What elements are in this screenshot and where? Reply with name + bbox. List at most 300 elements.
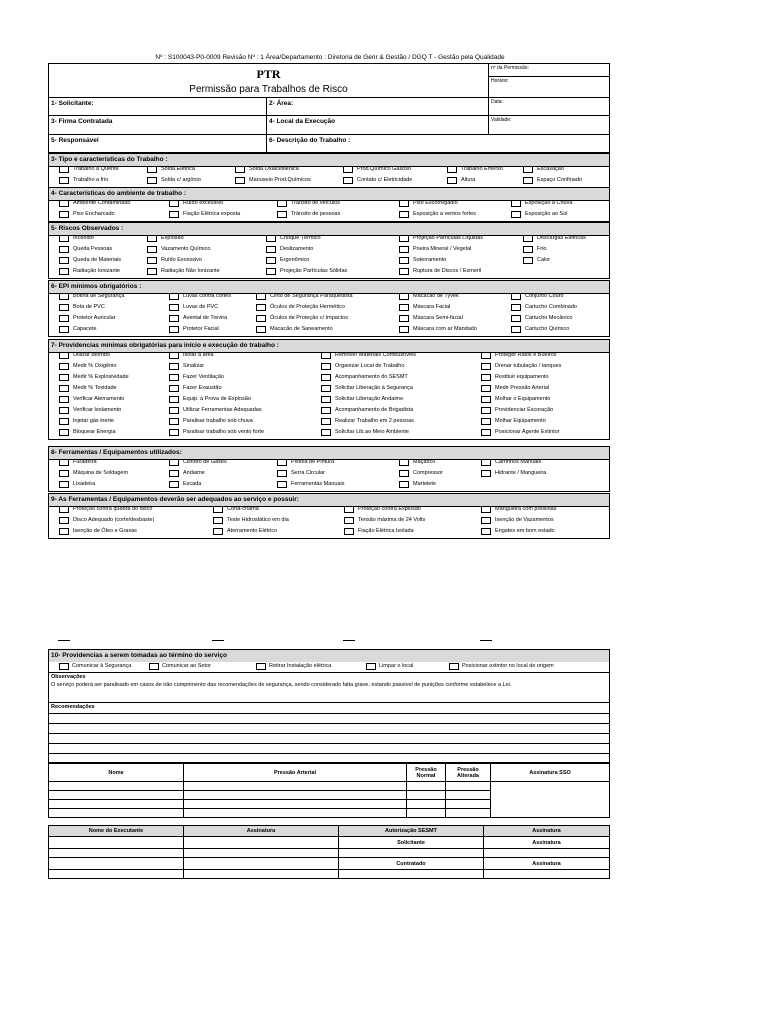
checkbox[interactable]	[511, 304, 521, 311]
checkbox[interactable]	[277, 200, 287, 207]
section-6-title: 6- EPI mínimos obrigatórios :	[49, 280, 609, 294]
checkbox[interactable]	[481, 385, 491, 392]
checkbox[interactable]	[321, 363, 331, 370]
checkbox-label: Ergonômico	[280, 257, 310, 263]
checkbox[interactable]	[59, 407, 69, 414]
checkbox-label: Remover Materiais Combustíveis	[335, 352, 416, 358]
checkbox[interactable]	[256, 293, 266, 300]
checkbox-label: Solda Oxiacetilênica	[249, 166, 299, 172]
checkbox-label: Retirar Instalação elétrica	[269, 663, 332, 669]
checkbox-label: Restituir equipamento	[495, 374, 549, 380]
checkbox[interactable]	[59, 235, 69, 242]
checkbox[interactable]	[266, 257, 276, 264]
checkbox[interactable]	[511, 326, 521, 333]
table-cell[interactable]	[491, 782, 610, 818]
checkbox[interactable]	[447, 177, 457, 184]
checkbox-label: Poeira Mineral / Vegetal	[413, 246, 472, 252]
signature-label: Assinatura	[484, 837, 610, 849]
table-cell[interactable]	[49, 800, 184, 809]
checkbox[interactable]	[399, 211, 409, 218]
table-cell[interactable]	[49, 849, 184, 858]
checkbox[interactable]	[266, 235, 276, 242]
section-5-title: 5- Riscos Observados :	[49, 222, 609, 236]
checkbox[interactable]	[481, 459, 491, 466]
checkbox-label: Mangueira com presilhas	[495, 506, 557, 512]
table-cell[interactable]	[49, 809, 184, 818]
table-cell[interactable]	[184, 849, 339, 858]
checkbox[interactable]	[169, 385, 179, 392]
checkbox-label: Organizar Local de Trabalho	[335, 363, 405, 369]
table-cell[interactable]	[407, 782, 446, 791]
validity-field[interactable]: Validade:	[489, 116, 609, 135]
checkbox[interactable]	[511, 211, 521, 218]
checkbox-label: Proteger Ralos e Bueiros	[495, 352, 557, 358]
checkbox-label: Solicitar Lib.ao Meio Ambiente	[335, 429, 409, 435]
checkbox-label: Solda c/ argônio	[161, 177, 201, 183]
section-9-title: 9- As Ferramentas / Equipamentos deverão ser adequados ao serviço e possuir:	[49, 493, 609, 507]
checkbox-label: Medir % Toxidade	[73, 385, 117, 391]
col-sesmt-authorization: Autorização SESMT	[339, 826, 484, 837]
checkbox[interactable]	[344, 517, 354, 524]
checkbox-label: Descargas Elétricas	[537, 235, 586, 241]
checkbox[interactable]	[256, 326, 266, 333]
checkbox[interactable]	[169, 352, 179, 359]
checkbox-label: Cartucho Combinado	[525, 304, 577, 310]
checkbox[interactable]	[277, 470, 287, 477]
checkbox[interactable]	[344, 506, 354, 513]
checkbox-label: Protetor Auricular	[73, 315, 116, 321]
checkbox[interactable]	[59, 470, 69, 477]
checkbox-label: Teste Hidrostático em dia	[227, 517, 289, 523]
checkbox-label: Proteção contra Explosão	[358, 506, 421, 512]
checkbox[interactable]	[59, 315, 69, 322]
col-name: Nome	[49, 764, 184, 782]
checkbox-label: Radiação Não Ionizante	[161, 268, 220, 274]
checkbox-label: Capacete	[73, 326, 97, 332]
checkbox-label: Luvas de PVC	[183, 304, 219, 310]
col-executor-name: Nome do Executante	[49, 826, 184, 837]
checkbox-label: Vazamento Químico	[161, 246, 211, 252]
checkbox[interactable]	[449, 663, 459, 670]
checkbox-label: Posicionar extintor no local de origem	[462, 663, 554, 669]
section-3	[48, 153, 610, 188]
checkbox[interactable]	[59, 396, 69, 403]
checkbox-label: Cartucho Mecânico	[525, 315, 573, 321]
checkbox[interactable]	[399, 293, 409, 300]
checkbox[interactable]	[511, 293, 521, 300]
checkbox[interactable]	[399, 315, 409, 322]
table-cell[interactable]	[407, 809, 446, 818]
checkbox[interactable]	[321, 385, 331, 392]
checkbox-label: Comunicar ao Setor	[162, 663, 211, 669]
table-cell[interactable]	[184, 809, 407, 818]
checkbox[interactable]	[481, 470, 491, 477]
checkbox[interactable]	[523, 246, 533, 253]
checkbox[interactable]	[169, 200, 179, 207]
checkbox[interactable]	[399, 470, 409, 477]
table-cell[interactable]	[49, 782, 184, 791]
checkbox[interactable]	[481, 374, 491, 381]
checkbox-label: Manuseio Prod.Químicos	[249, 177, 311, 183]
checkbox[interactable]	[399, 481, 409, 488]
table-cell[interactable]	[184, 791, 407, 800]
checkbox-label: Máscara Facial	[413, 304, 451, 310]
checkbox-label: Realizar Trabalho em 2 pessoas	[335, 418, 414, 424]
checkbox-label: Avental de Trevira	[183, 315, 228, 321]
checkbox[interactable]	[169, 459, 179, 466]
checkbox-label: Corta-chama	[227, 506, 259, 512]
checkbox[interactable]	[277, 481, 287, 488]
checkbox[interactable]	[399, 246, 409, 253]
checkbox-label: Utilizar Biombo	[73, 352, 110, 358]
checkbox[interactable]	[344, 528, 354, 535]
checkbox-label: Isenção de Óleo e Graxas	[73, 528, 137, 534]
checkbox-label: Fiação Elétrica Isolada	[358, 528, 414, 534]
table-cell[interactable]	[184, 800, 407, 809]
checkbox[interactable]	[366, 663, 376, 670]
checkbox[interactable]	[147, 166, 157, 173]
checkbox[interactable]	[399, 268, 409, 275]
checkbox[interactable]	[59, 506, 69, 513]
checkbox-label: Soterramento	[413, 257, 447, 263]
checkbox-label: Óculos de Proteção Hermético	[270, 304, 345, 310]
checkbox-label: Radiação Ionizante	[73, 268, 121, 274]
checkbox-label: Queda de Materiais	[73, 257, 121, 263]
checkbox[interactable]	[169, 326, 179, 333]
separator-dash	[480, 640, 492, 641]
checkbox[interactable]	[169, 315, 179, 322]
checkbox[interactable]	[59, 177, 69, 184]
document-header: Nº : S100043-P0-0009 Revisão Nº : 1 Área/Departamento : Diretoria de Gerir & Gestão / DGQ T - Gestão pela Qualidade	[155, 54, 505, 61]
checkbox-label: Trabalho a frio	[73, 177, 109, 183]
table-cell[interactable]	[446, 800, 491, 809]
checkbox-label: Calor	[537, 257, 551, 263]
checkbox-label: Cilindro de Gases	[183, 459, 227, 465]
checkbox[interactable]	[59, 293, 69, 300]
table-cell[interactable]	[184, 837, 339, 849]
checkbox[interactable]	[169, 407, 179, 414]
checkbox[interactable]	[447, 166, 457, 173]
separator-dash	[212, 640, 224, 641]
checkbox[interactable]	[481, 396, 491, 403]
checkbox-label: Solicitar Liberação Andaime	[335, 396, 404, 402]
checkbox-label: Exposição ao Sol	[525, 211, 568, 217]
table-cell[interactable]	[407, 800, 446, 809]
col-blood-pressure: Pressão Arterial	[184, 764, 407, 782]
checkbox-label: Limpar o local	[379, 663, 414, 669]
checkbox-label: Máscara Semi-facial	[413, 315, 463, 321]
checkbox-label: Tensão máxima de 24 Volts	[358, 517, 426, 523]
checkbox-label: Altura	[461, 177, 476, 183]
checkbox-label: Sinalizar	[183, 363, 205, 369]
checkbox-label: Exposição a ventos fortes	[413, 211, 476, 217]
checkbox-label: Fazer Ventilação	[183, 374, 224, 380]
section-10-title: 10- Providencias a serem tomadas ao término do serviço	[49, 650, 609, 662]
checkbox-label: Ruído excessivo	[183, 200, 224, 206]
checkbox[interactable]	[321, 374, 331, 381]
checkbox-label: Máscara com ar Mandado	[413, 326, 477, 332]
col-sso-signature: Assinatura SSO	[491, 764, 610, 782]
checkbox-label: Medir % Explosividade	[73, 374, 129, 380]
schedule-field[interactable]: Horário:	[489, 77, 609, 98]
checkbox-label: Fiação Elétrica exposta	[183, 211, 241, 217]
checkbox[interactable]	[59, 326, 69, 333]
separator-dash	[343, 640, 355, 641]
checkbox[interactable]	[147, 268, 157, 275]
checkbox[interactable]	[59, 200, 69, 207]
checkbox[interactable]	[213, 528, 223, 535]
form-subtitle: Permissão para Trabalhos de Risco	[189, 84, 348, 95]
checkbox[interactable]	[169, 211, 179, 218]
checkbox-label: Molhar Equipamento	[495, 418, 546, 424]
table-cell[interactable]	[49, 870, 184, 879]
checkbox[interactable]	[511, 200, 521, 207]
checkbox[interactable]	[321, 396, 331, 403]
checkbox-label: Isenção de Vazamentos	[495, 517, 554, 523]
checkbox-label: Incêndio	[73, 235, 94, 241]
checkbox[interactable]	[169, 374, 179, 381]
col-signature: Assinatura	[484, 826, 610, 837]
checkbox[interactable]	[213, 517, 223, 524]
checkbox[interactable]	[266, 246, 276, 253]
checkbox-label: Exposição à Chuva	[525, 200, 573, 206]
recommendation-line[interactable]	[49, 714, 609, 724]
checkbox-label: Pistola de Pintura	[291, 459, 335, 465]
checkbox[interactable]	[321, 418, 331, 425]
checkbox[interactable]	[59, 481, 69, 488]
checkbox[interactable]	[59, 385, 69, 392]
section-6	[48, 280, 610, 337]
observations-block	[48, 673, 610, 703]
section-10	[48, 649, 610, 673]
section-8	[48, 446, 610, 492]
checkbox[interactable]	[256, 663, 266, 670]
table-cell[interactable]	[49, 791, 184, 800]
location-field[interactable]: 4- Local da Execução	[267, 116, 489, 135]
table-cell[interactable]	[339, 849, 484, 858]
section-4-title: 4- Características do ambiente de trabalho :	[49, 187, 609, 201]
contractor-label: Contratado	[339, 858, 484, 870]
checkbox[interactable]	[59, 528, 69, 535]
checkbox-label: Verificar Isolamento	[73, 407, 122, 413]
checkbox[interactable]	[147, 235, 157, 242]
checkbox-label: Espaço Confinado	[537, 177, 582, 183]
table-cell[interactable]	[184, 870, 339, 879]
checkbox-label: Botina de Segurança	[73, 293, 125, 299]
recommendation-line[interactable]	[49, 734, 609, 744]
contractor-field[interactable]: 3- Firma Contratada	[49, 116, 267, 135]
checkbox-label: Trânsito de veículos	[291, 200, 341, 206]
table-cell[interactable]	[407, 791, 446, 800]
checkbox[interactable]	[235, 177, 245, 184]
blood-pressure-table	[48, 763, 610, 818]
checkbox-label: Solicitar Liberação à Segurança	[335, 385, 413, 391]
checkbox-label: Prod.Químico Gasoso	[357, 166, 412, 172]
checkbox-label: Cartucho Químico	[525, 326, 570, 332]
checkbox-label: Cinto de Segurança Paraquedista	[270, 293, 353, 299]
table-cell[interactable]	[446, 809, 491, 818]
section-9	[48, 493, 610, 539]
checkbox[interactable]	[169, 304, 179, 311]
responsible-field[interactable]: 5- Responsável	[49, 135, 267, 154]
date-field[interactable]: Data:	[489, 98, 609, 116]
checkbox-label: Drenar tubulação / tanques	[495, 363, 562, 369]
checkbox[interactable]	[169, 418, 179, 425]
checkbox[interactable]	[59, 459, 69, 466]
checkbox-label: Protetor Facial	[183, 326, 219, 332]
recommendation-line[interactable]	[49, 754, 609, 763]
checkbox-label: Martelete	[413, 481, 436, 487]
checkbox[interactable]	[147, 246, 157, 253]
checkbox-label: Piso Encharcado	[73, 211, 115, 217]
checkbox[interactable]	[169, 363, 179, 370]
checkbox[interactable]	[343, 166, 353, 173]
checkbox-label: Ambiente Contaminado	[73, 200, 131, 206]
table-cell[interactable]	[484, 849, 610, 858]
checkbox-label: Molhar o Equipamento	[495, 396, 551, 402]
checkbox[interactable]	[399, 326, 409, 333]
checkbox-label: Isolar a área	[183, 352, 214, 358]
checkbox[interactable]	[59, 374, 69, 381]
checkbox[interactable]	[59, 517, 69, 524]
checkbox[interactable]	[321, 429, 331, 436]
checkbox[interactable]	[147, 177, 157, 184]
checkbox-label: Queda Pessoas	[73, 246, 113, 252]
checkbox-label: Escada	[183, 481, 202, 487]
checkbox[interactable]	[59, 352, 69, 359]
checkbox[interactable]	[277, 211, 287, 218]
col-altered-pressure: Pressão Alterada	[446, 764, 491, 782]
checkbox[interactable]	[523, 257, 533, 264]
table-cell[interactable]	[49, 858, 184, 870]
checkbox-label: Compressor	[413, 470, 443, 476]
checkbox-label: Engates em bom estado	[495, 528, 555, 534]
checkbox-label: Ruptura de Discos / Esmeril	[413, 268, 482, 274]
requester-field[interactable]: 1- Solicitante:	[49, 98, 267, 116]
checkbox[interactable]	[481, 429, 491, 436]
checkbox[interactable]	[321, 352, 331, 359]
checkbox[interactable]	[399, 235, 409, 242]
checkbox[interactable]	[59, 418, 69, 425]
checkbox[interactable]	[481, 407, 491, 414]
checkbox[interactable]	[343, 177, 353, 184]
checkbox-label: Acompanhamento do SESMT	[335, 374, 408, 380]
checkbox[interactable]	[169, 470, 179, 477]
checkbox[interactable]	[511, 315, 521, 322]
table-cell[interactable]	[184, 858, 339, 870]
checkbox[interactable]	[213, 506, 223, 513]
checkbox-label: Trabalho Emerso	[461, 166, 503, 172]
recommendation-line[interactable]	[49, 724, 609, 734]
table-cell[interactable]	[184, 782, 407, 791]
table-cell[interactable]	[484, 870, 610, 879]
checkbox[interactable]	[59, 429, 69, 436]
checkbox[interactable]	[147, 257, 157, 264]
checkbox-label: Piso Escorregadio	[413, 200, 458, 206]
checkbox-label: Projeção Partículas Sólidas	[280, 268, 348, 274]
checkbox[interactable]	[59, 363, 69, 370]
checkbox[interactable]	[481, 506, 491, 513]
table-cell[interactable]	[446, 791, 491, 800]
checkbox[interactable]	[235, 166, 245, 173]
checkbox[interactable]	[523, 177, 533, 184]
checkbox-label: Fazer Exaustão	[183, 385, 222, 391]
table-cell[interactable]	[446, 782, 491, 791]
checkbox[interactable]	[399, 200, 409, 207]
table-cell[interactable]	[49, 837, 184, 849]
checkbox[interactable]	[481, 352, 491, 359]
checkbox[interactable]	[523, 235, 533, 242]
checkbox[interactable]	[321, 407, 331, 414]
checkbox[interactable]	[523, 166, 533, 173]
checkbox-label: Choque Térmico	[280, 235, 321, 241]
checkbox[interactable]	[481, 363, 491, 370]
checkbox-label: Lixadeira	[73, 481, 96, 487]
checkbox-label: Conjunto Couro	[525, 293, 564, 299]
checkbox[interactable]	[399, 304, 409, 311]
form-title: PTR	[256, 67, 281, 81]
checkbox-label: Frio	[537, 246, 547, 252]
requester-label: Solicitante	[339, 837, 484, 849]
checkbox[interactable]	[149, 663, 159, 670]
separator-dash	[58, 640, 70, 641]
checkbox-label: Paralisar trabalho sob vento forte	[183, 429, 265, 435]
checkbox[interactable]	[59, 304, 69, 311]
checkbox[interactable]	[169, 293, 179, 300]
work-description-field[interactable]: 6- Descrição do Trabalho :	[269, 137, 351, 144]
checkbox-label: Paralisar trabalho sob chuva	[183, 418, 253, 424]
checkbox[interactable]	[169, 481, 179, 488]
checkbox-label: Explosão	[161, 235, 184, 241]
checkbox-label: Hidrante / Mangueira	[495, 470, 547, 476]
checkbox[interactable]	[59, 268, 69, 275]
checkbox-label: Macacão de Saneamento	[270, 326, 333, 332]
checkbox[interactable]	[59, 246, 69, 253]
checkbox-label: Disco Adequado (corte/desbaste)	[73, 517, 155, 523]
checkbox-label: Serra Circular	[291, 470, 325, 476]
checkbox[interactable]	[256, 304, 266, 311]
checkbox[interactable]	[59, 663, 69, 670]
checkbox[interactable]	[169, 396, 179, 403]
checkbox-label: Contato c/ Eletricidade	[357, 177, 413, 183]
checkbox[interactable]	[59, 211, 69, 218]
checkbox[interactable]	[169, 429, 179, 436]
checkbox[interactable]	[481, 418, 491, 425]
checkbox-label: Macacão de Tyvek	[413, 293, 459, 299]
checkbox-label: Injetar gás inerte	[73, 418, 114, 424]
recommendation-line[interactable]	[49, 744, 609, 754]
checkbox[interactable]	[277, 459, 287, 466]
checkbox[interactable]	[399, 257, 409, 264]
checkbox-label: Trânsito de pessoas	[291, 211, 341, 217]
checkbox[interactable]	[481, 517, 491, 524]
checkbox[interactable]	[399, 459, 409, 466]
section-7-title: 7- Providencias mínimas obrigatórias para início e execução do trabalho :	[49, 339, 609, 353]
section-7	[48, 339, 610, 440]
table-cell[interactable]	[339, 870, 484, 879]
checkbox[interactable]	[256, 315, 266, 322]
checkbox-label: Aterramento Elétrico	[227, 528, 278, 534]
checkbox[interactable]	[481, 528, 491, 535]
permit-number-field[interactable]: nº da Permissão:	[489, 64, 609, 77]
checkbox[interactable]	[59, 257, 69, 264]
checkbox[interactable]	[266, 268, 276, 275]
area-field[interactable]: 2- Área:	[267, 98, 489, 116]
checkbox[interactable]	[59, 166, 69, 173]
checkbox-label: Carrinhos Manuais	[495, 459, 542, 465]
checkbox-label: Acompanhamento de Brigadista	[335, 407, 414, 413]
checkbox-label: Maçarico	[413, 459, 436, 465]
